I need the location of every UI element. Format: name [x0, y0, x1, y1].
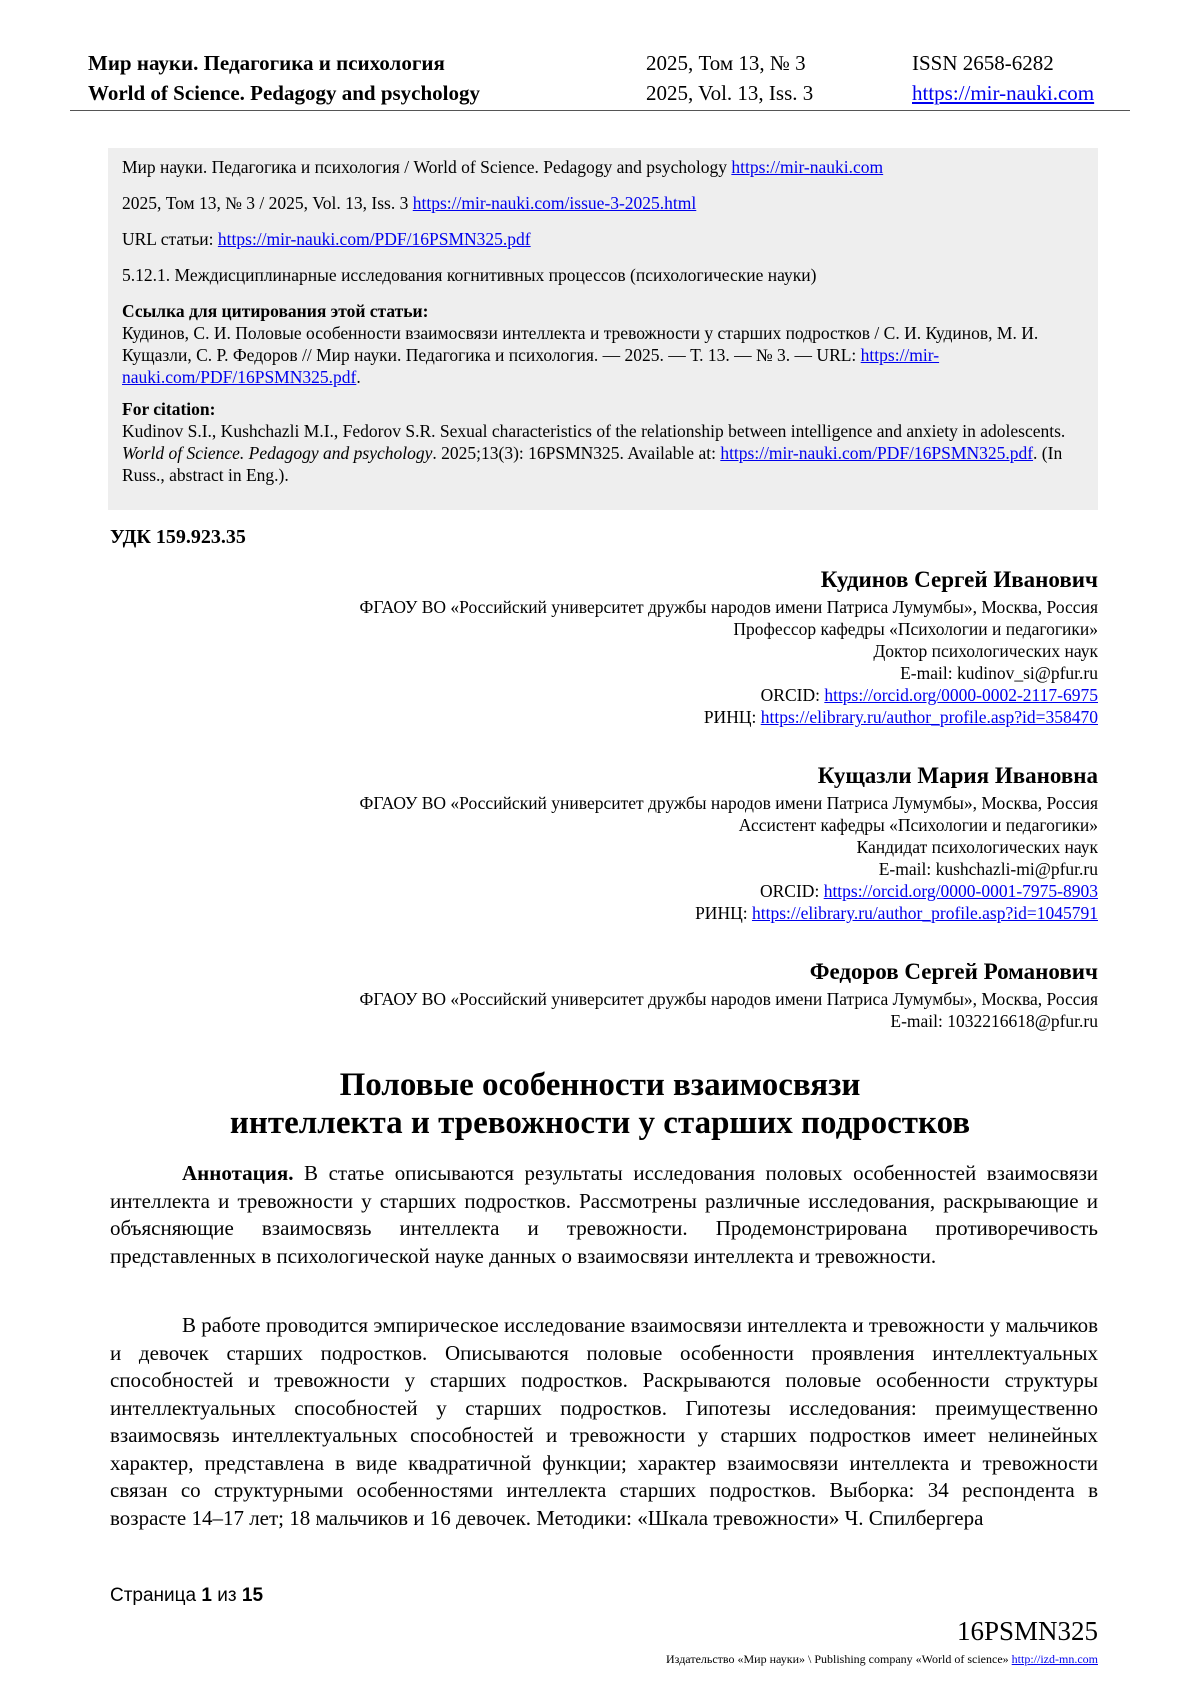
info-specialty-line: 5.12.1. Междисциплинарные исследования когнитивных процессов (психологические науки)	[122, 265, 817, 285]
author-email: E-mail: kudinov_si@pfur.ru	[900, 663, 1098, 683]
citation-en: For citation: Kudinov S.I., Kushchazli M.I., Fedorov S.R. Sexual characteristics of the relationship between intelligence and anxiety in adolescents. World of Science. Pedagogy and psychology. 2025;13(3): 16PSMN325. Available at: https://mir-nauki.com/PDF/16PSMN325.pdf. (In Russ., abstract in Eng.).	[122, 398, 1084, 486]
rinc-link[interactable]: https://elibrary.ru/author_profile.asp?id=1045791	[751, 903, 1098, 923]
author-position: Профессор кафедры «Психологии и педагогики»	[733, 619, 1098, 639]
issue-en: 2025, Vol. 13, Iss. 3	[646, 81, 814, 105]
header-divider	[70, 110, 1130, 111]
author-orcid: ORCID: https://orcid.org/0000-0001-7975-8903	[760, 881, 1098, 901]
author-name: Федоров Сергей Романович	[809, 959, 1098, 984]
publisher-line: Издательство «Мир науки» \ Publishing company «World of science» http://izd-mn.com	[666, 1652, 1098, 1666]
author-affiliation: ФГАОУ ВО «Российский университет дружбы народов имени Патриса Лумумбы», Москва, Россия	[359, 793, 1098, 813]
orcid-link[interactable]: https://orcid.org/0000-0002-2117-6975	[824, 685, 1098, 705]
info-journal-link[interactable]: https://mir-nauki.com	[731, 157, 884, 177]
author-block-3	[360, 958, 1098, 1032]
author-rinc: РИНЦ: https://elibrary.ru/author_profile.asp?id=1045791	[695, 903, 1098, 923]
article-title: Половые особенности взаимосвязи интеллекта и тревожности у старших подростков	[229, 1067, 971, 1141]
page-counter: Страница 1 из 15	[110, 1585, 264, 1606]
info-url-line: URL статьи: https://mir-nauki.com/PDF/16PSMN325.pdf	[122, 229, 531, 249]
author-orcid: ORCID: https://orcid.org/0000-0002-2117-6975	[760, 685, 1098, 705]
info-issue-link[interactable]: https://mir-nauki.com/issue-3-2025.html	[412, 193, 697, 213]
citation-en-heading: For citation:	[122, 399, 216, 419]
publisher-link[interactable]: http://izd-mn.com	[1011, 1652, 1098, 1666]
author-rinc: РИНЦ: https://elibrary.ru/author_profile.asp?id=358470	[703, 707, 1098, 727]
citation-ru-link[interactable]: https://mir-nauki.com/PDF/16PSMN325.pdf	[122, 345, 940, 387]
orcid-link[interactable]: https://orcid.org/0000-0001-7975-8903	[823, 881, 1098, 901]
citation-ru: Ссылка для цитирования этой статьи: Кудинов, С. И. Половые особенности взаимосвязи интеллекта и тревожности у старших подростков / С. И. Кудинов, М. И. Кущазли, С. Р. Федоров // Мир науки. Педагогика и психология. — 2025. — Т. 13. — № 3. — URL: https://mir-nauki.com/PDF/16PSMN325.pdf.	[122, 300, 1084, 388]
info-journal-line: Мир науки. Педагогика и психология / World of Science. Pedagogy and psychology https://mir-nauki.com	[122, 157, 884, 177]
author-position: Ассистент кафедры «Психологии и педагогики»	[738, 815, 1098, 835]
abstract-label: Аннотация.	[182, 1161, 294, 1185]
info-issue-line: 2025, Том 13, № 3 / 2025, Vol. 13, Iss. 3 https://mir-nauki.com/issue-3-2025.html	[122, 193, 697, 213]
rinc-link[interactable]: https://elibrary.ru/author_profile.asp?id=358470	[760, 707, 1098, 727]
article-info-box	[108, 148, 1098, 510]
journal-title-en: World of Science. Pedagogy and psychology	[88, 81, 481, 105]
author-block-1	[360, 566, 1098, 728]
citation-en-link[interactable]: https://mir-nauki.com/PDF/16PSMN325.pdf	[720, 443, 1034, 463]
article-code: 16PSMN325	[956, 1616, 1098, 1646]
journal-site-link[interactable]: https://mir-nauki.com	[912, 81, 1095, 105]
author-affiliation: ФГАОУ ВО «Российский университет дружбы народов имени Патриса Лумумбы», Москва, Россия	[359, 989, 1098, 1009]
author-degree: Кандидат психологических наук	[856, 837, 1098, 857]
author-name: Кудинов Сергей Иванович	[820, 567, 1098, 592]
author-block-2	[360, 762, 1098, 924]
author-affiliation: ФГАОУ ВО «Российский университет дружбы народов имени Патриса Лумумбы», Москва, Россия	[359, 597, 1098, 617]
citation-ru-heading: Ссылка для цитирования этой статьи:	[122, 301, 429, 321]
author-degree: Доктор психологических наук	[873, 641, 1098, 661]
udk-code: УДК 159.923.35	[110, 526, 246, 548]
author-email: E-mail: kushchazli-mi@pfur.ru	[878, 859, 1098, 879]
author-email: E-mail: 1032216618@pfur.ru	[890, 1011, 1098, 1031]
journal-title-ru: Мир науки. Педагогика и психология	[88, 51, 445, 75]
info-article-link[interactable]: https://mir-nauki.com/PDF/16PSMN325.pdf	[217, 229, 531, 249]
abstract-paragraph-1: Аннотация. В статье описываются результаты исследования половых особенностей взаимосвязи интеллекта и тревожности у старших подростков. Рассмотрены различные исследования, раскрывающие и объясняющие взаимосвязь интеллекта и тревожности. Продемонстрирована противоречивость представленных в психологической науке данных о взаимосвязи интеллекта и тревожности.	[110, 1161, 1098, 1268]
issue-ru: 2025, Том 13, № 3	[646, 51, 806, 75]
author-name: Кущазли Мария Ивановна	[817, 763, 1098, 788]
abstract-paragraph-2: В работе проводится эмпирическое исследование взаимосвязи интеллекта и тревожности у мальчиков и девочек старших подростков. Описываются половые особенности проявления интеллектуальных способностей и тревожности у старших подростков. Раскрываются половые особенности структуры интеллектуальных способностей у старших подростков. Гипотезы исследования: преимущественно взаимосвязь интеллектуальных способностей и тревожности у старших подростков имеет нелинейных характер, представлена в виде квадратичной функции; характер взаимосвязи интеллекта и тревожности связан со структурными особенностями интеллекта старших подростков. Выборка: 34 респондента в возрасте 14–17 лет; 18 мальчиков и 16 девочек. Методики: «Шкала тревожности» Ч. Спилбергера	[110, 1313, 1098, 1530]
issn: ISSN 2658-6282	[912, 51, 1054, 75]
